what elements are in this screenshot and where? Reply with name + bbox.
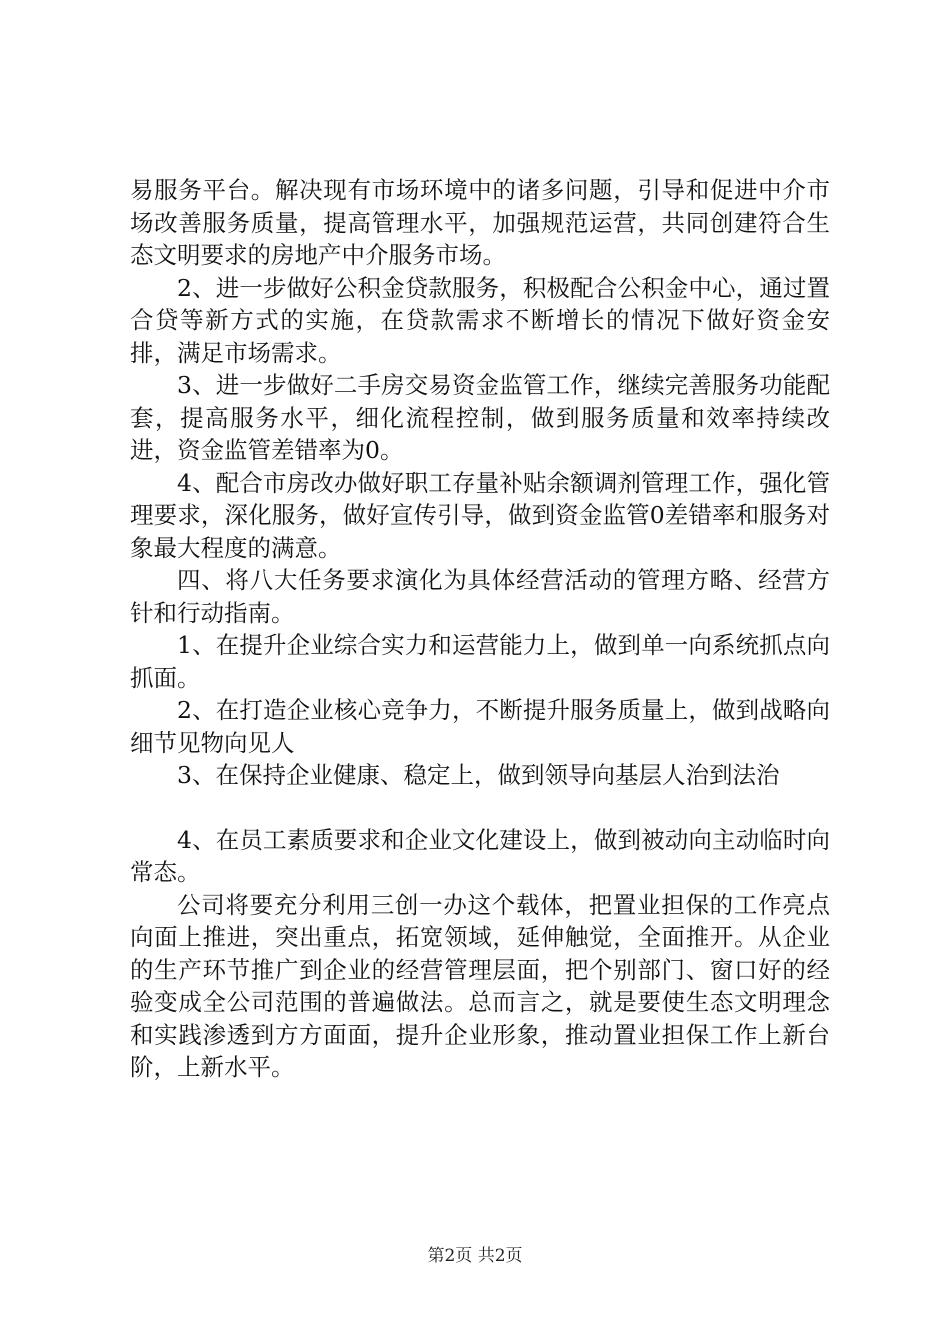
paragraph-item-3-fund-supervision: 3、进一步做好二手房交易资金监管工作，继续完善服务功能配套，提高服务水平，细化流程控制，做到服务质量和效率持续改进，资金监管差错率为0。 — [130, 371, 830, 464]
section-heading-four: 四、将八大任务要求演化为具体经营活动的管理方略、经营方针和行动指南。 — [130, 566, 830, 627]
paragraph-strategy-2: 2、在打造企业核心竞争力，不断提升服务质量上，做到战略向细节见物向见人 — [130, 696, 830, 757]
paragraph-strategy-4: 4、在员工素质要求和企业文化建设上，做到被动向主动临时向常态。 — [130, 825, 830, 886]
paragraph-strategy-1: 1、在提升企业综合实力和运营能力上，做到单一向系统抓点向抓面。 — [130, 631, 830, 692]
paragraph-item-2-loan-service: 2、进一步做好公积金贷款服务，积极配合公积金中心，通过置合贷等新方式的实施，在贷款需求不断增长的情况下做好资金安排，满足市场需求。 — [130, 273, 830, 367]
paragraph-conclusion: 公司将要充分利用三创一办这个载体，把置业担保的工作亮点向面上推进，突出重点，拓宽领域，延伸触觉，全面推开。从企业的生产环节推广到企业的经营管理层面，把个别部门、窗口好的经验变成全公司范围的普遍做法。总而言之，就是要使生态文明理念和实践渗透到方方面面，提升企业形象，推动置业担保工作上新台阶，上新水平。 — [130, 890, 830, 1081]
document-body — [130, 174, 830, 1084]
page-footer: 第2页 共2页 — [427, 1246, 523, 1266]
paragraph-strategy-3: 3、在保持企业健康、稳定上，做到领导向基层人治到法治 — [177, 761, 780, 789]
paragraph-continuation: 易服务平台。解决现有市场环境中的诸多问题，引导和促进中介市场改善服务质量，提高管理水平，加强规范运营，共同创建符合生态文明要求的房地产中介服务市场。 — [130, 176, 830, 269]
paragraph-item-4-subsidy-management: 4、配合市房改办做好职工存量补贴余额调剂管理工作，强化管理要求，深化服务，做好宣传引导，做到资金监管0差错率和服务对象最大程度的满意。 — [130, 468, 830, 562]
